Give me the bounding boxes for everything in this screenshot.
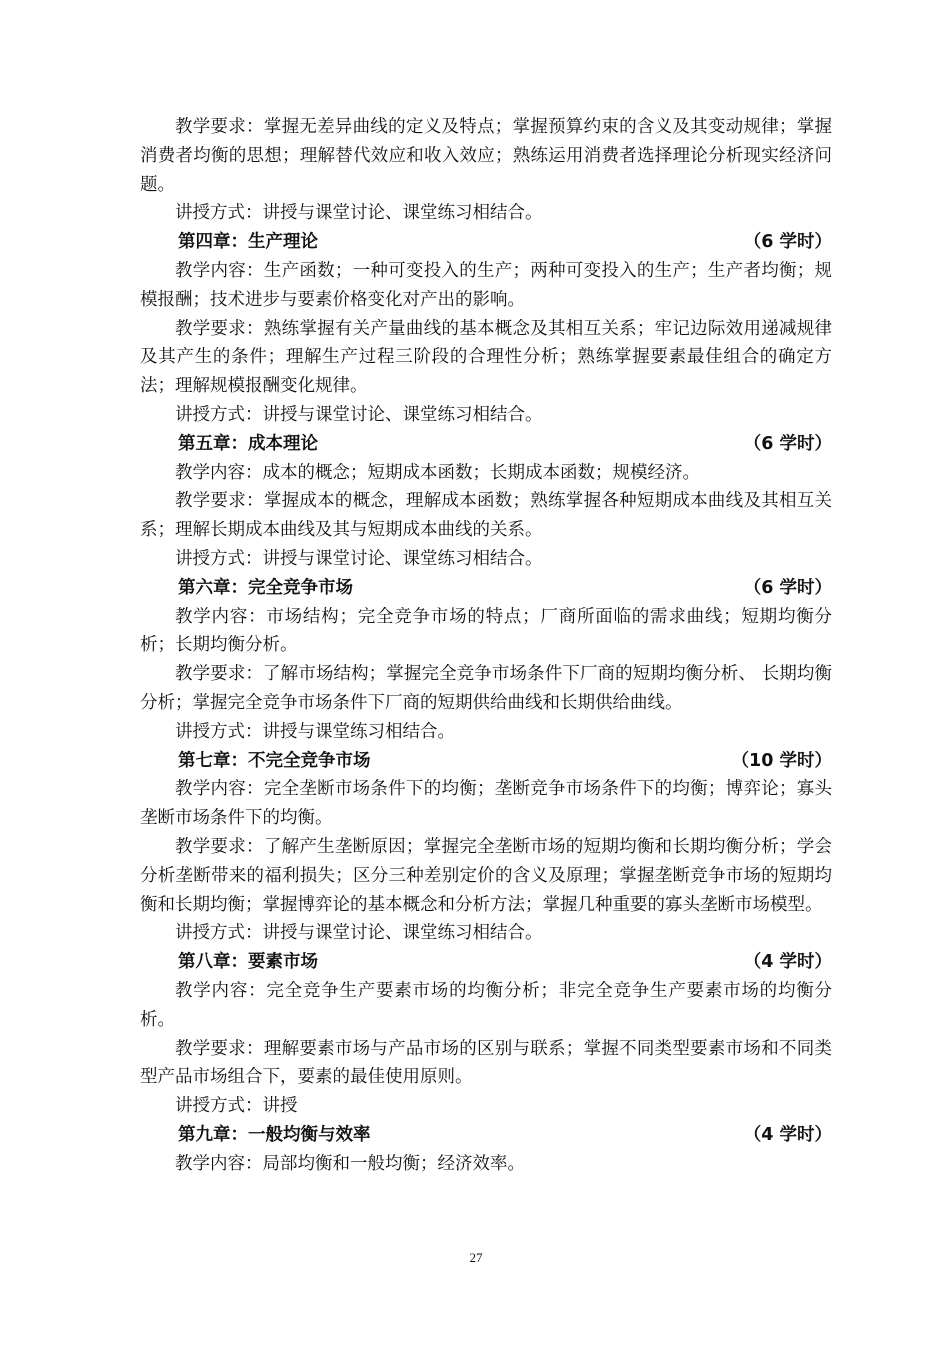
paragraph-ch8-method: 讲授方式：讲授: [175, 1096, 298, 1117]
chapter-8-heading: [140, 948, 832, 977]
chapter-8-title: 第八章：要素市场: [178, 952, 318, 973]
paragraph-ch6-content: 教学内容：市场结构；完全竞争市场的特点；厂商所面临的需求曲线；短期均衡分析；长期均衡分析。: [140, 606, 832, 656]
paragraph-ch8-content: 教学内容：完全竞争生产要素市场的均衡分析；非完全竞争生产要素市场的均衡分析。: [140, 980, 832, 1030]
chapter-6-title: 第六章：完全竞争市场: [178, 577, 353, 598]
paragraph-ch7-requirements: 教学要求：了解产生垄断原因；掌握完全垄断市场的短期均衡和长期均衡分析；学会分析垄断带来的福利损失；区分三种差别定价的含义及原理；掌握垄断竞争市场的短期均衡和长期均衡；掌握博弈论的基本概念和分析方法；掌握几种重要的寡头垄断市场模型。: [140, 836, 832, 915]
paragraph-ch7-method: 讲授方式：讲授与课堂讨论、课堂练习相结合。: [175, 923, 543, 944]
paragraph-ch9-content: 教学内容：局部均衡和一般均衡；经济效率。: [175, 1153, 525, 1174]
chapter-9-hours: （4 学时）: [743, 1124, 832, 1145]
paragraph-ch5-requirements: 教学要求：掌握成本的概念，理解成本函数；熟练掌握各种短期成本曲线及其相互关系；理解长期成本曲线及其与短期成本曲线的关系。: [140, 491, 832, 541]
paragraph-ch4-content: 教学内容：生产函数；一种可变投入的生产；两种可变投入的生产；生产者均衡；规模报酬；技术进步与要素价格变化对产出的影响。: [140, 260, 832, 310]
page-number: 27: [469, 1250, 483, 1265]
paragraph-ch7-content: 教学内容：完全垄断市场条件下的均衡；垄断竞争市场条件下的均衡；博弈论；寡头垄断市场条件下的均衡。: [140, 779, 832, 829]
paragraph-ch8-requirements: 教学要求：理解要素市场与产品市场的区别与联系；掌握不同类型要素市场和不同类型产品市场组合下，要素的最佳使用原则。: [140, 1038, 832, 1088]
paragraph-ch6-method: 讲授方式：讲授与课堂练习相结合。: [175, 721, 455, 742]
chapter-4-heading: [140, 228, 832, 257]
chapter-4-hours: （6 学时）: [743, 232, 832, 253]
paragraph-ch3-requirements: 教学要求：掌握无差异曲线的定义及特点；掌握预算约束的含义及其变动规律；掌握消费者均衡的思想；理解替代效应和收入效应；熟练运用消费者选择理论分析现实经济问题。: [140, 117, 832, 195]
chapter-6-heading: [140, 574, 832, 603]
chapter-6-hours: （6 学时）: [743, 577, 832, 598]
chapter-5-hours: （6 学时）: [743, 433, 832, 454]
chapter-7-title: 第七章：不完全竞争市场: [178, 750, 371, 771]
document-body: [140, 113, 832, 1178]
paragraph-ch5-method: 讲授方式：讲授与课堂讨论、课堂练习相结合。: [175, 548, 543, 569]
chapter-7-hours: （10 学时）: [731, 750, 832, 771]
paragraph-ch6-requirements: 教学要求：了解市场结构；掌握完全竞争市场条件下厂商的短期均衡分析、 长期均衡分析；掌握完全竞争市场条件下厂商的短期供给曲线和长期供给曲线。: [140, 664, 832, 713]
chapter-9-heading: [140, 1121, 832, 1150]
chapter-5-title: 第五章：成本理论: [178, 433, 318, 454]
paragraph-ch4-method: 讲授方式：讲授与课堂讨论、课堂练习相结合。: [175, 404, 543, 425]
chapter-8-hours: （4 学时）: [743, 952, 832, 973]
paragraph-ch4-requirements: 教学要求：熟练掌握有关产量曲线的基本概念及其相互关系；牢记边际效用递减规律及其产生的条件；理解生产过程三阶段的合理性分析；熟练掌握要素最佳组合的确定方法；理解规模报酬变化规律。: [140, 318, 832, 397]
chapter-9-title: 第九章：一般均衡与效率: [178, 1124, 371, 1145]
chapter-7-heading: [140, 747, 832, 776]
chapter-4-title: 第四章：生产理论: [178, 232, 318, 253]
paragraph-ch5-content: 教学内容：成本的概念；短期成本函数；长期成本函数；规模经济。: [175, 462, 700, 483]
paragraph-ch3-method: 讲授方式：讲授与课堂讨论、课堂练习相结合。: [175, 203, 543, 224]
chapter-5-heading: [140, 430, 832, 459]
